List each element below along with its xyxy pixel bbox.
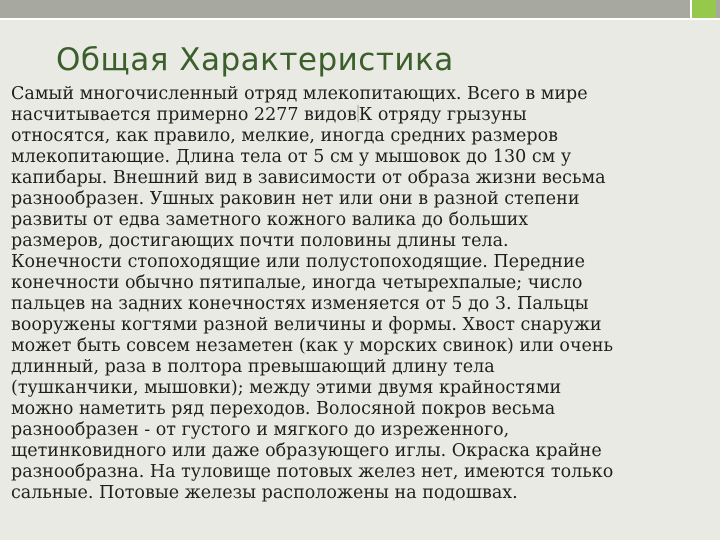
top-decorative-band bbox=[0, 0, 720, 18]
body-line: пальцев на задних конечностях изменяется от 5 до 3. Пальцы bbox=[11, 294, 589, 314]
title-divider bbox=[0, 18, 720, 20]
body-line: можно наметить ряд переходов. Волосяной покров весьма bbox=[11, 399, 556, 419]
body-line: Конечности стопоходящие или полустопоходящие. Передние bbox=[11, 252, 585, 272]
body-line: Самый многочисленный отряд млекопитающих. Всего в мире bbox=[11, 84, 588, 104]
body-line: относятся, как правило, мелкие, иногда средних размеров bbox=[11, 126, 558, 146]
body-line: развиты от едва заметного кожного валика до больших bbox=[11, 210, 529, 230]
body-line: щетинковидного или даже образующего иглы. Окраска крайне bbox=[11, 441, 602, 461]
body-line: млекопитающие. Длина тела от 5 см у мышовок до 130 см у bbox=[11, 147, 572, 167]
body-line bbox=[11, 105, 711, 126]
body-line: может быть совсем незаметен (как у морских свинок) или очень bbox=[11, 336, 614, 356]
body-line: вооружены когтями разной величины и формы. Хвост снаружи bbox=[11, 315, 602, 335]
slide-body bbox=[11, 84, 711, 504]
body-line-text: К отряду грызуны bbox=[358, 105, 527, 125]
accent-square bbox=[690, 0, 716, 18]
body-paragraph bbox=[11, 84, 711, 504]
body-line: размеров, достигающих почти половины длины тела. bbox=[11, 231, 509, 251]
body-line: капибары. Внешний вид в зависимости от образа жизни весьма bbox=[11, 168, 606, 188]
body-line: (тушканчики, мышовки); между этими двумя крайностями bbox=[11, 378, 562, 398]
body-line: разнообразна. На туловище потовых желез нет, имеются только bbox=[11, 462, 614, 482]
body-line: конечности обычно пятипалые, иногда четырехпалые; число bbox=[11, 273, 583, 293]
body-line: сальные. Потовые железы расположены на подошвах. bbox=[11, 483, 518, 503]
body-line: разнообразен - от густого и мягкого до изреженного, bbox=[11, 420, 510, 440]
body-line-text: насчитывается примерно 2277 видов bbox=[11, 105, 357, 125]
body-line: длинный, раза в полтора превышающий длину тела bbox=[11, 357, 495, 377]
slide-title: Общая Характеристика bbox=[56, 42, 454, 78]
body-line: разнообразен. Ушных раковин нет или они в разной степени bbox=[11, 189, 580, 209]
